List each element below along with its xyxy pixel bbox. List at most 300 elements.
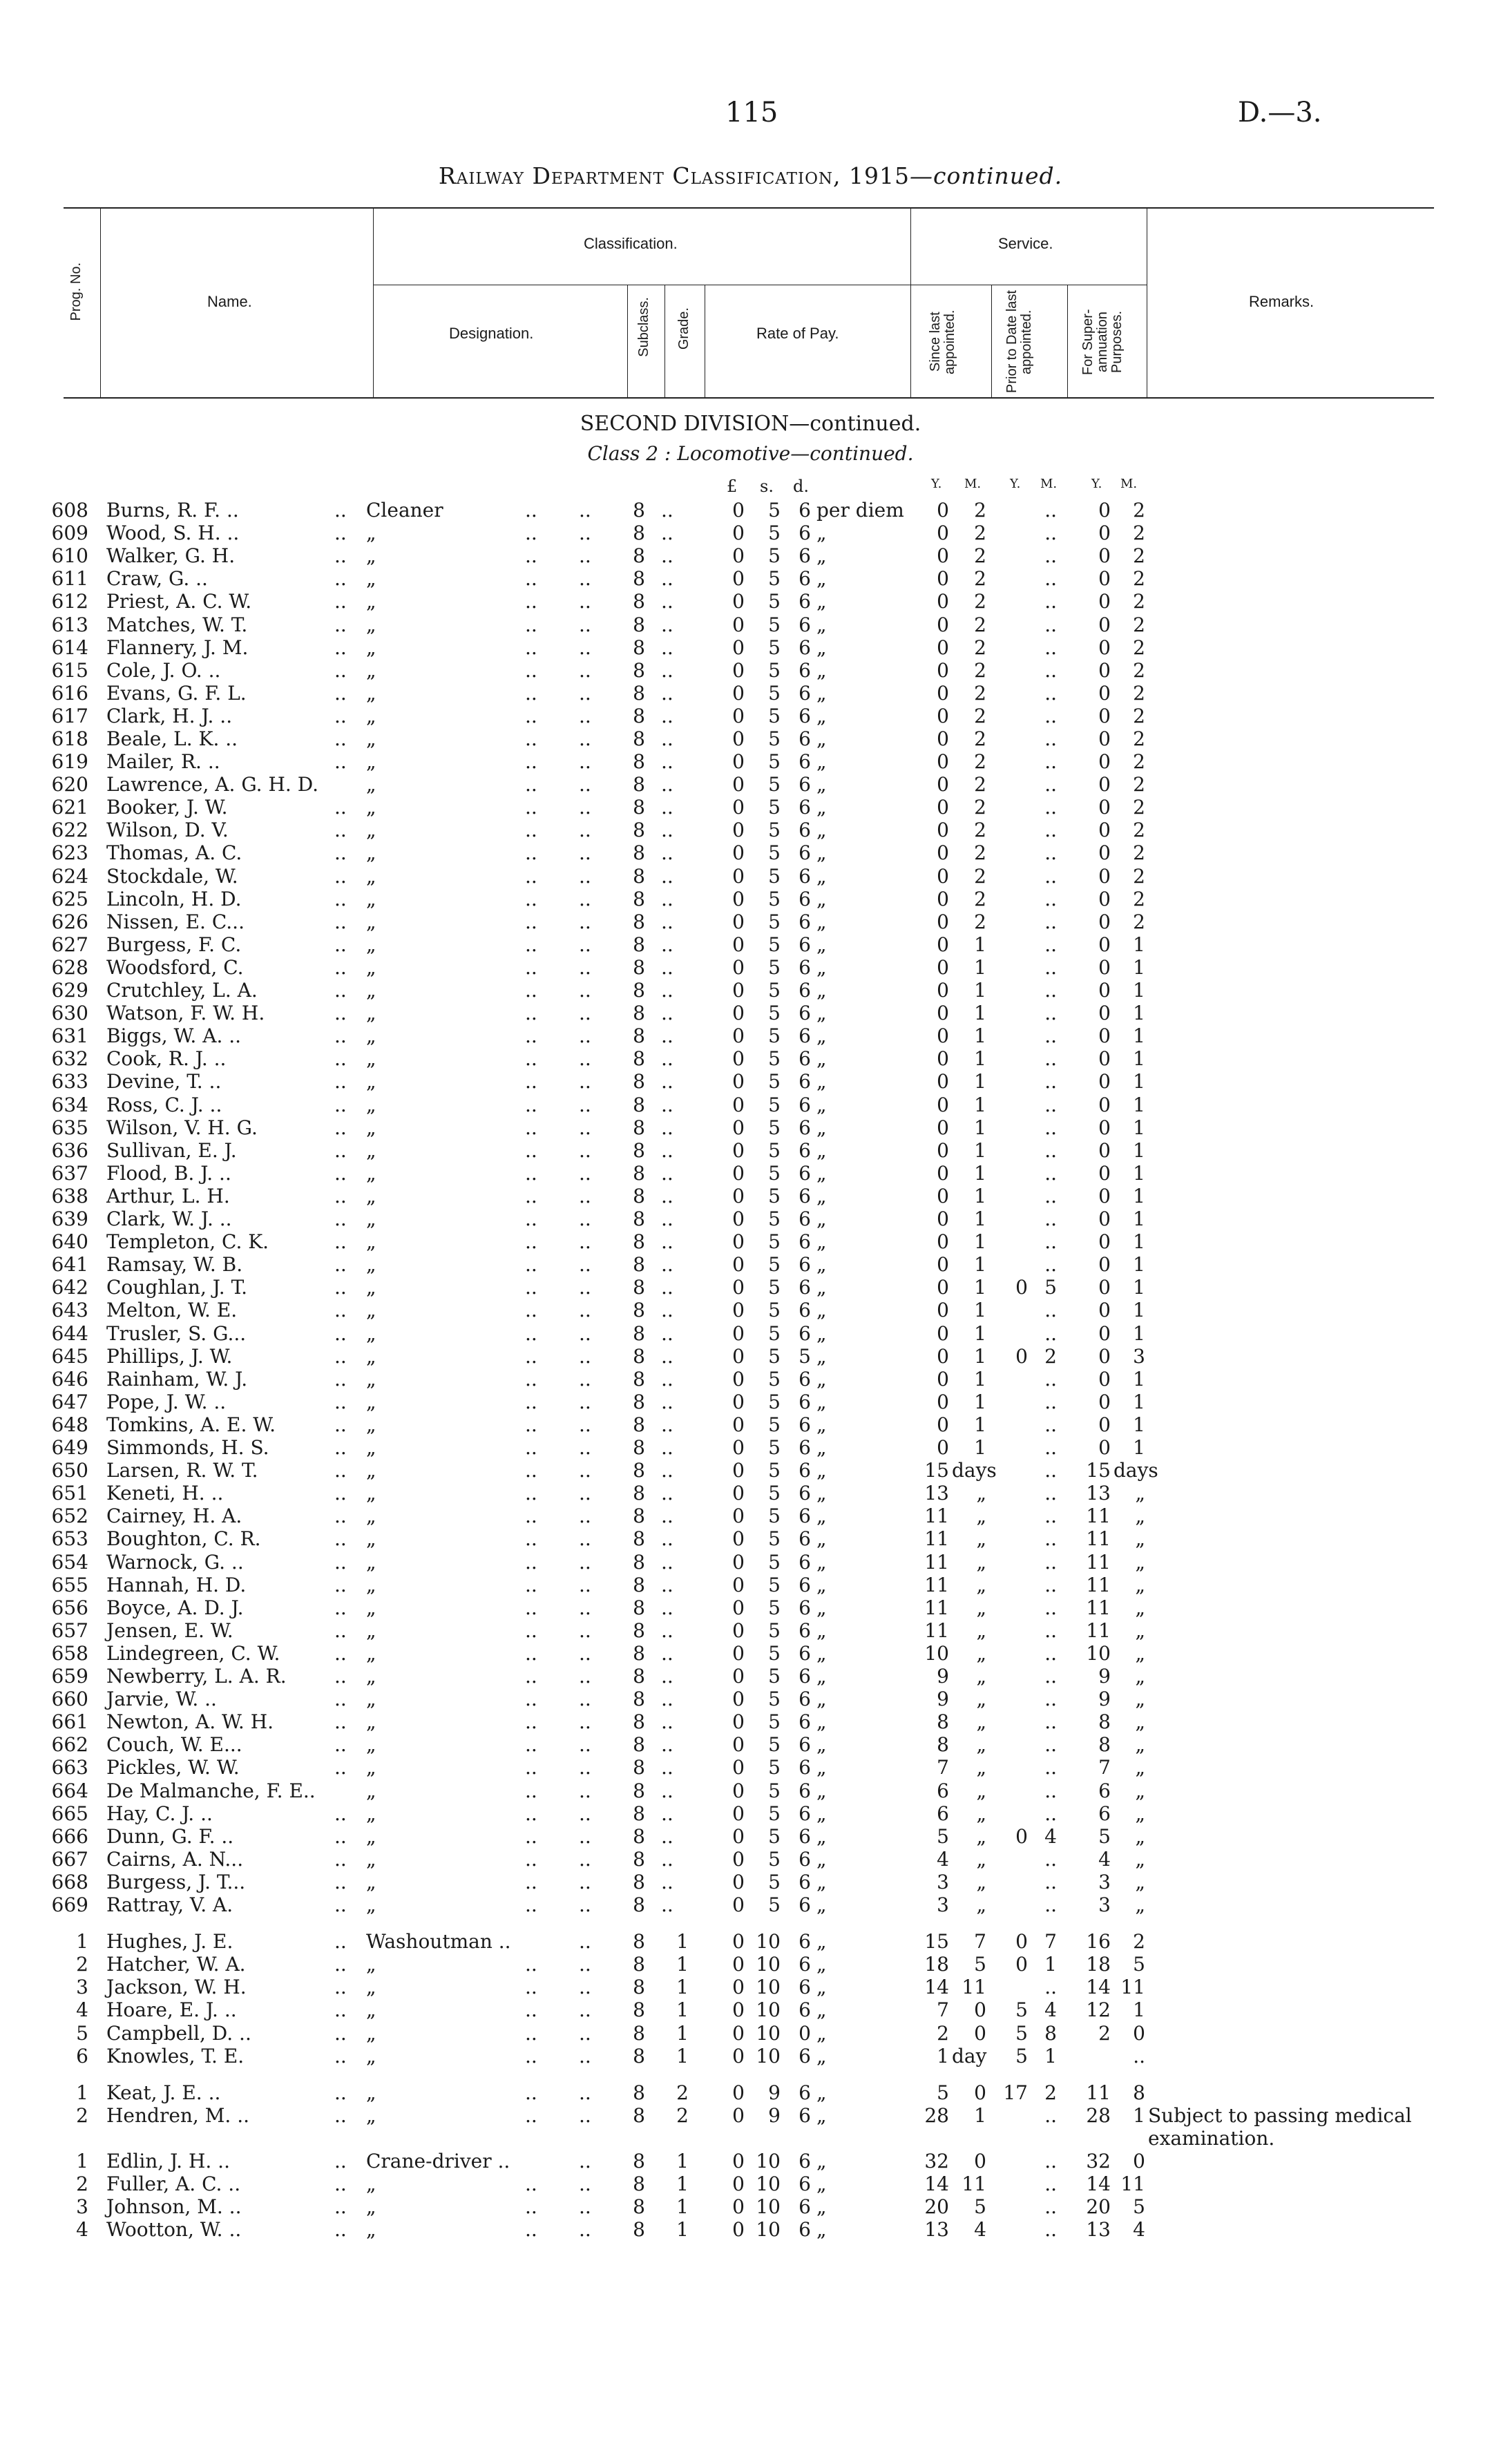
cell-name: Burns, R. F. .. xyxy=(106,499,239,522)
cell-d1: .. xyxy=(334,2104,347,2127)
cell-sub: 8 xyxy=(633,1413,645,1436)
cell-prog: 3 xyxy=(76,2195,88,2218)
cell-d1: .. xyxy=(334,659,347,682)
cell-prog: 614 xyxy=(51,636,88,659)
cell-pl: 0 xyxy=(732,1779,745,1802)
table-row xyxy=(0,2195,1501,2218)
cell-um: 1 xyxy=(1133,1207,1145,1230)
cell-desig: „ xyxy=(366,636,376,659)
table-row xyxy=(0,2218,1501,2241)
cell-d3: .. xyxy=(579,1893,591,1916)
cell-d3: .. xyxy=(579,1116,591,1139)
table-row xyxy=(0,1710,1501,1733)
cell-ps: 5 xyxy=(768,1527,781,1550)
cell-d1: .. xyxy=(334,1710,347,1733)
table-row xyxy=(0,1299,1501,1321)
cell-desig: „ xyxy=(366,1276,376,1299)
header-superannuation: For Super-annuation Purposes. xyxy=(1080,309,1125,375)
cell-pm: .. xyxy=(1044,613,1057,636)
cell-sm: 0 xyxy=(974,1998,986,2021)
cell-d3: .. xyxy=(579,1391,591,1413)
cell-prog: 611 xyxy=(51,567,88,590)
cell-sy: 13 xyxy=(924,2218,949,2241)
cell-uy: 0 xyxy=(1098,1093,1111,1116)
cell-prog: 626 xyxy=(51,910,88,933)
cell-unit: „ xyxy=(816,1930,827,1953)
cell-d3: .. xyxy=(579,1976,591,1998)
cell-pm: .. xyxy=(1044,1368,1057,1391)
cell-name: Jensen, E. W. xyxy=(106,1619,233,1642)
cell-d4: .. xyxy=(661,1299,673,1321)
cell-pm: .. xyxy=(1044,1070,1057,1093)
cell-d4: .. xyxy=(661,1276,673,1299)
cell-d2: .. xyxy=(525,2081,537,2104)
cell-unit: „ xyxy=(816,1413,827,1436)
cell-desig: „ xyxy=(366,1368,376,1391)
cell-d1: .. xyxy=(334,522,347,544)
cell-sm: 1 xyxy=(974,956,986,979)
cell-prog: 617 xyxy=(51,705,88,727)
cell-pd: 6 xyxy=(799,2081,811,2104)
cell-um: „ xyxy=(1135,1802,1145,1825)
cell-uy: 32 xyxy=(1086,2150,1111,2172)
cell-d3: .. xyxy=(579,1756,591,1779)
cell-pd: 6 xyxy=(799,1093,811,1116)
cell-d4: .. xyxy=(661,1551,673,1574)
cell-pm: .. xyxy=(1044,1116,1057,1139)
cell-pm: .. xyxy=(1044,567,1057,590)
cell-pl: 0 xyxy=(732,1002,745,1024)
cell-name: Larsen, R. W. T. xyxy=(106,1459,258,1482)
cell-pd: 6 xyxy=(799,1047,811,1070)
cell-pm: .. xyxy=(1044,1047,1057,1070)
cell-d1: .. xyxy=(334,1482,347,1505)
cell-desig: „ xyxy=(366,773,376,796)
cell-d4: .. xyxy=(661,1527,673,1550)
cell-um: 1 xyxy=(1133,1299,1145,1321)
cell-pm: .. xyxy=(1044,979,1057,1002)
cell-d3: .. xyxy=(579,613,591,636)
cell-pl: 0 xyxy=(732,979,745,1002)
cell-pl: 0 xyxy=(732,1139,745,1162)
cell-desig: „ xyxy=(366,1185,376,1207)
cell-sy: 0 xyxy=(937,590,949,613)
cell-d4: .. xyxy=(661,659,673,682)
cell-ps: 5 xyxy=(768,659,781,682)
cell-sy: 11 xyxy=(924,1596,949,1619)
cell-sub: 8 xyxy=(633,1230,645,1253)
cell-um: 0 xyxy=(1133,2022,1145,2045)
cell-sm: „ xyxy=(976,1527,986,1550)
cell-d3: .. xyxy=(579,773,591,796)
cell-prog: 639 xyxy=(51,1207,88,1230)
cell-desig: „ xyxy=(366,2172,376,2195)
cell-unit: „ xyxy=(816,1976,827,1998)
cell-pl: 0 xyxy=(732,2218,745,2241)
cell-pd: 6 xyxy=(799,1848,811,1871)
cell-d4: .. xyxy=(661,1436,673,1459)
cell-sy: 0 xyxy=(937,933,949,956)
cell-sub: 8 xyxy=(633,1482,645,1505)
table-row xyxy=(0,1976,1501,1998)
cell-d1: .. xyxy=(334,1070,347,1093)
cell-prog: 610 xyxy=(51,544,88,567)
cell-pm: .. xyxy=(1044,636,1057,659)
cell-ps: 5 xyxy=(768,1413,781,1436)
cell-pd: 6 xyxy=(799,1482,811,1505)
cell-sy: 0 xyxy=(937,841,949,864)
header-remarks: Remarks. xyxy=(1249,293,1314,310)
cell-d2: .. xyxy=(525,499,537,522)
cell-um: 1 xyxy=(1133,1998,1145,2021)
cell-sm: „ xyxy=(976,1710,986,1733)
cell-desig: „ xyxy=(366,1848,376,1871)
cell-d1: .. xyxy=(334,1505,347,1527)
cell-uy: 0 xyxy=(1098,705,1111,727)
cell-pd: 6 xyxy=(799,1413,811,1436)
cell-prog: 650 xyxy=(51,1459,88,1482)
cell-pd: 6 xyxy=(799,1871,811,1893)
cell-sy: 6 xyxy=(937,1802,949,1825)
cell-d1: .. xyxy=(334,1230,347,1253)
cell-d1: .. xyxy=(334,1930,347,1953)
cell-uy: 0 xyxy=(1098,773,1111,796)
cell-pm: .. xyxy=(1044,1139,1057,1162)
cell-unit: „ xyxy=(816,1162,827,1185)
header-prior-to-date: Prior to Date last appointed. xyxy=(1004,290,1034,394)
cell-prog: 613 xyxy=(51,613,88,636)
cell-pd: 6 xyxy=(799,1619,811,1642)
table-row xyxy=(0,705,1501,727)
cell-pl: 0 xyxy=(732,1527,745,1550)
cell-pm: .. xyxy=(1044,1779,1057,1802)
cell-d1: .. xyxy=(334,1322,347,1345)
table-row xyxy=(0,1413,1501,1436)
cell-d4: .. xyxy=(661,956,673,979)
cell-sub: 8 xyxy=(633,1368,645,1391)
cell-prog: 644 xyxy=(51,1322,88,1345)
table-row xyxy=(0,865,1501,888)
cell-name: Watson, F. W. H. xyxy=(106,1002,265,1024)
cell-unit: per diem xyxy=(816,499,904,522)
cell-desig: „ xyxy=(366,1976,376,1998)
cell-sy: 0 xyxy=(937,1185,949,1207)
cell-d3: .. xyxy=(579,567,591,590)
cell-sub: 8 xyxy=(633,544,645,567)
cell-pd: 6 xyxy=(799,1527,811,1550)
cell-d4: .. xyxy=(661,1459,673,1482)
cell-um: 11 xyxy=(1120,2172,1145,2195)
cell-pm: .. xyxy=(1044,1322,1057,1345)
cell-um: „ xyxy=(1135,1825,1145,1848)
cell-um: 2 xyxy=(1133,544,1145,567)
cell-pm: .. xyxy=(1044,1574,1057,1596)
cell-desig: „ xyxy=(366,1779,376,1802)
table-row xyxy=(0,1230,1501,1253)
cell-d1: .. xyxy=(334,1391,347,1413)
cell-ps: 5 xyxy=(768,1139,781,1162)
cell-sy: 0 xyxy=(937,865,949,888)
cell-uy: 0 xyxy=(1098,1185,1111,1207)
cell-name: Templeton, C. K. xyxy=(106,1230,269,1253)
cell-pd: 6 xyxy=(799,1893,811,1916)
table-row xyxy=(0,2022,1501,2045)
cell-d2: .. xyxy=(525,1733,537,1756)
cell-pm: .. xyxy=(1044,933,1057,956)
cell-d2: .. xyxy=(525,1002,537,1024)
cell-d2: .. xyxy=(525,1802,537,1825)
cell-prog: 634 xyxy=(51,1093,88,1116)
cell-d4: .. xyxy=(661,1391,673,1413)
cell-sm: 1 xyxy=(974,1139,986,1162)
table-row xyxy=(0,636,1501,659)
cell-d1: .. xyxy=(334,2195,347,2218)
cell-d2: .. xyxy=(525,1162,537,1185)
cell-sy: 0 xyxy=(937,613,949,636)
cell-prog: 663 xyxy=(51,1756,88,1779)
cell-d4: .. xyxy=(661,682,673,705)
cell-d1: .. xyxy=(334,2150,347,2172)
cell-pd: 6 xyxy=(799,1253,811,1276)
cell-pd: 6 xyxy=(799,1116,811,1139)
cell-sub: 8 xyxy=(633,1459,645,1482)
cell-sm: 2 xyxy=(974,705,986,727)
cell-sub: 8 xyxy=(633,1276,645,1299)
cell-sy: 7 xyxy=(937,1998,949,2021)
cell-sm: 1 xyxy=(974,1413,986,1436)
cell-ps: 10 xyxy=(756,2172,781,2195)
cell-ps: 10 xyxy=(756,2045,781,2067)
cell-prog: 612 xyxy=(51,590,88,613)
cell-unit: „ xyxy=(816,1185,827,1207)
cell-um: „ xyxy=(1135,1893,1145,1916)
cell-pm: .. xyxy=(1044,773,1057,796)
cell-desig: „ xyxy=(366,1505,376,1527)
cell-pl: 0 xyxy=(732,819,745,841)
cell-pd: 6 xyxy=(799,2172,811,2195)
cell-d2: .. xyxy=(525,1848,537,1871)
cell-sub: 8 xyxy=(633,1024,645,1047)
cell-sm: „ xyxy=(976,1733,986,1756)
cell-d4: .. xyxy=(661,1482,673,1505)
cell-d3: .. xyxy=(579,1047,591,1070)
cell-name: Keat, J. E. .. xyxy=(106,2081,221,2104)
cell-d2: .. xyxy=(525,1756,537,1779)
header-since-last: Since last appointed. xyxy=(928,309,957,374)
cell-prog: 651 xyxy=(51,1482,88,1505)
cell-sub: 8 xyxy=(633,773,645,796)
cell-ps: 5 xyxy=(768,1710,781,1733)
cell-pl: 0 xyxy=(732,1930,745,1953)
cell-py: 0 xyxy=(1015,1276,1028,1299)
cell-ps: 5 xyxy=(768,1230,781,1253)
cell-d3: .. xyxy=(579,1482,591,1505)
cell-pl: 0 xyxy=(732,1253,745,1276)
cell-d1: .. xyxy=(334,979,347,1002)
cell-sy: 0 xyxy=(937,659,949,682)
cell-ps: 10 xyxy=(756,1953,781,1976)
cell-pd: 6 xyxy=(799,682,811,705)
cell-d4: .. xyxy=(661,819,673,841)
cell-um: „ xyxy=(1135,1551,1145,1574)
cell-d4: .. xyxy=(661,1368,673,1391)
cell-uy: 0 xyxy=(1098,750,1111,773)
cell-sy: 0 xyxy=(937,1368,949,1391)
cell-d3: .. xyxy=(579,2104,591,2127)
cell-pd: 6 xyxy=(799,1162,811,1185)
cell-desig: „ xyxy=(366,1871,376,1893)
cell-d3: .. xyxy=(579,819,591,841)
cell-d2: .. xyxy=(525,750,537,773)
cell-name: Knowles, T. E. xyxy=(106,2045,245,2067)
cell-prog: 635 xyxy=(51,1116,88,1139)
cell-sy: 11 xyxy=(924,1574,949,1596)
cell-pm: 1 xyxy=(1044,1953,1057,1976)
cell-d4: .. xyxy=(661,750,673,773)
table-row xyxy=(0,1893,1501,1916)
cell-sm: 4 xyxy=(974,2218,986,2241)
cell-sy: 0 xyxy=(937,1024,949,1047)
cell-sub: 8 xyxy=(633,499,645,522)
cell-pl: 0 xyxy=(732,1998,745,2021)
cell-d4: .. xyxy=(661,636,673,659)
table-row xyxy=(0,979,1501,1002)
cell-grade: 1 xyxy=(676,1976,689,1998)
cell-prog: 642 xyxy=(51,1276,88,1299)
cell-pl: 0 xyxy=(732,865,745,888)
cell-uy: 0 xyxy=(1098,796,1111,819)
cell-sm: 2 xyxy=(974,750,986,773)
cell-name: Beale, L. K. .. xyxy=(106,727,238,750)
cell-um: 1 xyxy=(1133,1185,1145,1207)
cell-pd: 6 xyxy=(799,1299,811,1321)
cell-d3: .. xyxy=(579,865,591,888)
cell-d4: .. xyxy=(661,865,673,888)
cell-pl: 0 xyxy=(732,522,745,544)
cell-desig: „ xyxy=(366,1436,376,1459)
cell-sm: 2 xyxy=(974,841,986,864)
cell-ps: 10 xyxy=(756,1998,781,2021)
cell-ps: 10 xyxy=(756,2218,781,2241)
cell-d4: .. xyxy=(661,1116,673,1139)
cell-um: „ xyxy=(1135,1733,1145,1756)
cell-name: Wilson, D. V. xyxy=(106,819,229,841)
table-row xyxy=(0,1665,1501,1688)
cell-pl: 0 xyxy=(732,1299,745,1321)
cell-d2: .. xyxy=(525,682,537,705)
cell-unit: „ xyxy=(816,1253,827,1276)
units-row xyxy=(0,477,1501,497)
cell-desig: „ xyxy=(366,613,376,636)
cell-unit: „ xyxy=(816,2172,827,2195)
cell-pl: 0 xyxy=(732,1162,745,1185)
cell-pl: 0 xyxy=(732,1642,745,1665)
cell-pl: 0 xyxy=(732,567,745,590)
cell-sub: 8 xyxy=(633,2195,645,2218)
cell-uy: 20 xyxy=(1086,2195,1111,2218)
cell-unit: „ xyxy=(816,590,827,613)
cell-um: 2 xyxy=(1133,841,1145,864)
cell-unit: „ xyxy=(816,2022,827,2045)
cell-sm: 1 xyxy=(974,2104,986,2127)
table-row xyxy=(0,2172,1501,2195)
cell-d2: .. xyxy=(525,1710,537,1733)
cell-grade: 1 xyxy=(676,2172,689,2195)
cell-pd: 6 xyxy=(799,1368,811,1391)
cell-name: Clark, H. J. .. xyxy=(106,705,233,727)
cell-ps: 5 xyxy=(768,1482,781,1505)
cell-prog: 4 xyxy=(76,2218,88,2241)
cell-sm: 0 xyxy=(974,2081,986,2104)
table-row xyxy=(0,1345,1501,1368)
cell-grade: 1 xyxy=(676,2045,689,2067)
cell-pd: 6 xyxy=(799,1930,811,1953)
cell-desig: „ xyxy=(366,1998,376,2021)
cell-d1: .. xyxy=(334,1756,347,1779)
cell-d1: .. xyxy=(334,1642,347,1665)
cell-um: 1 xyxy=(1133,1253,1145,1276)
cell-uy: 0 xyxy=(1098,1070,1111,1093)
cell-pm: .. xyxy=(1044,1871,1057,1893)
cell-prog: 618 xyxy=(51,727,88,750)
cell-ps: 9 xyxy=(768,2104,781,2127)
cell-sm: 0 xyxy=(974,2022,986,2045)
cell-d3: .. xyxy=(579,2022,591,2045)
cell-unit: „ xyxy=(816,1619,827,1642)
cell-sy: 0 xyxy=(937,1116,949,1139)
cell-rem: Subject to passing medical xyxy=(1148,2104,1412,2127)
cell-prog: 637 xyxy=(51,1162,88,1185)
cell-unit: „ xyxy=(816,1322,827,1345)
cell-sy: 0 xyxy=(937,1162,949,1185)
cell-um: 2 xyxy=(1133,659,1145,682)
cell-d4: .. xyxy=(661,773,673,796)
cell-d4: .. xyxy=(661,1802,673,1825)
cell-d1: .. xyxy=(334,1139,347,1162)
table-row xyxy=(0,1953,1501,1976)
cell-d4: .. xyxy=(661,1139,673,1162)
cell-desig: „ xyxy=(366,956,376,979)
cell-name: Trusler, S. G... xyxy=(106,1322,247,1345)
cell-pl: 0 xyxy=(732,1482,745,1505)
cell-unit: „ xyxy=(816,1710,827,1733)
cell-pd: 6 xyxy=(799,1207,811,1230)
cell-d4: .. xyxy=(661,933,673,956)
cell-pd: 6 xyxy=(799,1551,811,1574)
cell-d4: .. xyxy=(661,590,673,613)
cell-sm: „ xyxy=(976,1825,986,1848)
cell-desig: „ xyxy=(366,1802,376,1825)
cell-pl: 0 xyxy=(732,1368,745,1391)
cell-d1: .. xyxy=(334,544,347,567)
cell-pd: 6 xyxy=(799,2150,811,2172)
cell-pm: .. xyxy=(1044,1596,1057,1619)
cell-ps: 5 xyxy=(768,1459,781,1482)
cell-uy: 3 xyxy=(1098,1871,1111,1893)
cell-d4: .. xyxy=(661,1093,673,1116)
cell-prog: 1 xyxy=(76,1930,88,1953)
cell-sy: 0 xyxy=(937,544,949,567)
cell-d1: .. xyxy=(334,705,347,727)
cell-d4: .. xyxy=(661,1185,673,1207)
cell-sy: 11 xyxy=(924,1551,949,1574)
cell-d3: .. xyxy=(579,1299,591,1321)
cell-um: 2 xyxy=(1133,567,1145,590)
cell-sub: 8 xyxy=(633,1779,645,1802)
table-row xyxy=(0,1185,1501,1207)
cell-desig: Crane-driver .. xyxy=(366,2150,510,2172)
table-row xyxy=(0,1998,1501,2021)
